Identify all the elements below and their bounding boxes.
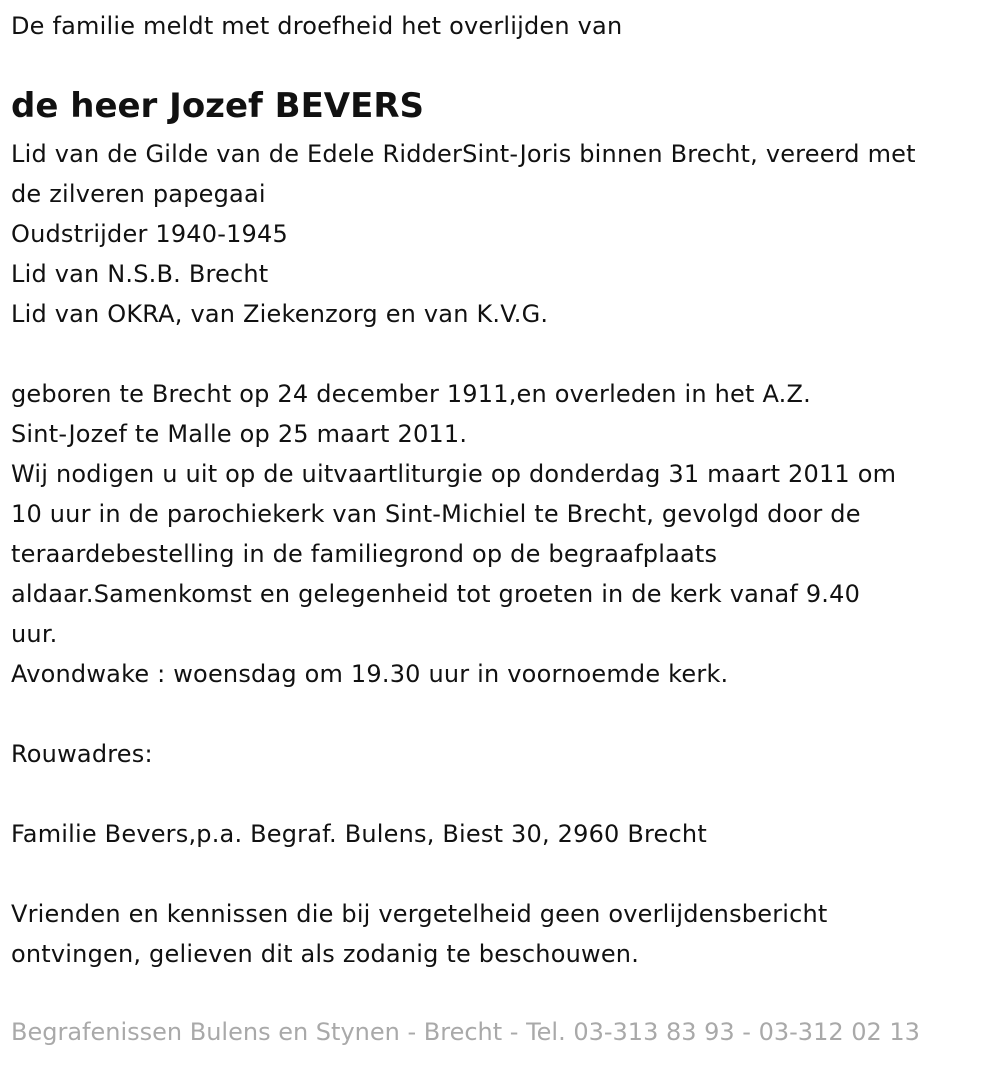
address-text: Familie Bevers,p.a. Begraf. Bulens, Biest 30, 2960 Brecht xyxy=(11,820,707,848)
details-line: aldaar.Samenkomst en gelegenheid tot groeten in de kerk vanaf 9.40 xyxy=(11,580,861,608)
details-line: Wij nodigen u uit op de uitvaartliturgie op donderdag 31 maart 2011 om xyxy=(11,460,897,488)
details-line: Avondwake : woensdag om 19.30 uur in voornoemde kerk. xyxy=(11,660,729,688)
details-line: geboren te Brecht op 24 december 1911,en overleden in het A.Z. xyxy=(11,380,811,408)
closing-line: Vrienden en kennissen die bij vergetelheid geen overlijdensbericht xyxy=(11,900,828,928)
address-label xyxy=(11,734,991,774)
membership-line: Lid van de Gilde van de Edele RidderSint-Joris binnen Brecht, vereerd met xyxy=(11,140,916,168)
membership-line: Oudstrijder 1940-1945 xyxy=(11,220,288,248)
membership-line: Lid van N.S.B. Brecht xyxy=(11,260,269,288)
details-line: uur. xyxy=(11,620,58,648)
funeral-home-footer: Begrafenissen Bulens en Stynen - Brecht - Tel. 03-313 83 93 - 03-312 02 13 xyxy=(11,1018,920,1046)
details-line: 10 uur in de parochiekerk van Sint-Michiel te Brecht, gevolgd door de xyxy=(11,500,861,528)
details-line: Sint-Jozef te Malle op 25 maart 2011. xyxy=(11,420,468,448)
memberships-block xyxy=(11,134,991,334)
address xyxy=(11,814,991,854)
details-line: teraardebestelling in de familiegrond op de begraafplaats xyxy=(11,540,718,568)
membership-line: Lid van OKRA, van Ziekenzorg en van K.V.G. xyxy=(11,300,549,328)
closing-line: ontvingen, gelieven dit als zodanig te beschouwen. xyxy=(11,940,640,968)
details-block xyxy=(11,374,991,694)
address-label-text: Rouwadres: xyxy=(11,740,153,768)
deceased-name: de heer Jozef BEVERS xyxy=(11,86,424,126)
membership-line: de zilveren papegaai xyxy=(11,180,266,208)
intro-text: De familie meldt met droefheid het overlijden van xyxy=(11,12,623,40)
closing-block xyxy=(11,894,991,974)
